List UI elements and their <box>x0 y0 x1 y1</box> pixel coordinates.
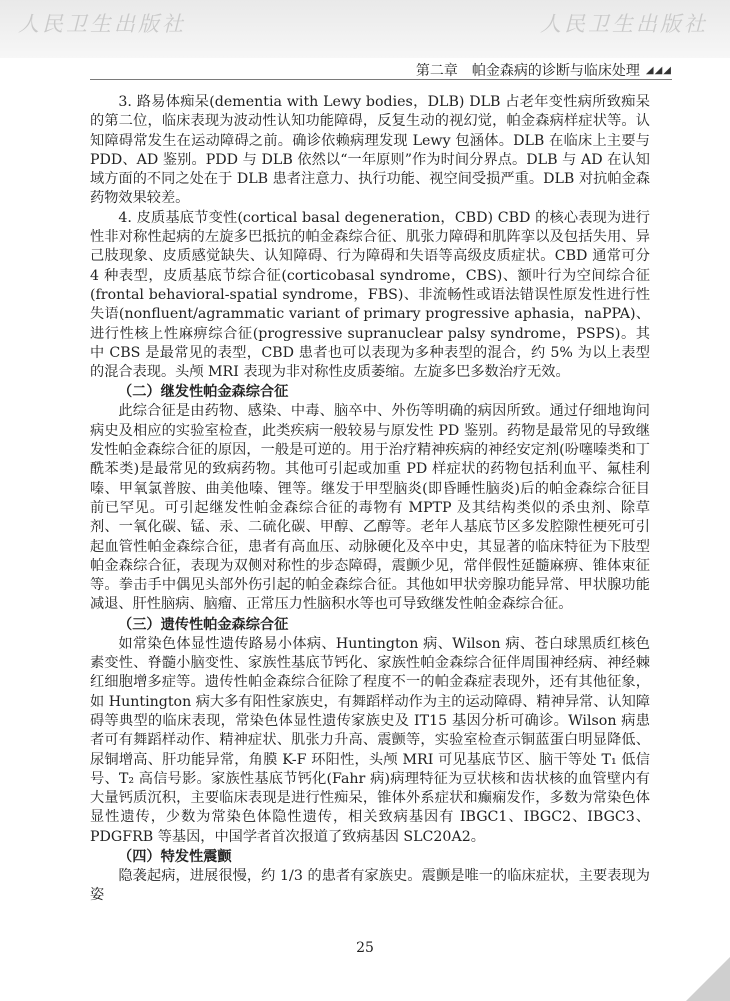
top-band <box>0 0 730 58</box>
paragraph-essential-tremor: 隐袭起病，进展很慢，约 1/3 的患者有家族史。震颤是唯一的临床症状，主要表现为姿 <box>90 867 650 904</box>
page-corner-decoration <box>686 957 730 1001</box>
paragraph-dlb: 3. 路易体痴呆(dementia with Lewy bodies，DLB) DLB 占老年变性病所致痴呆的第二位，临床表现为波动性认知功能障碍，反复生动的视幻觉，帕金森病样症状等。认知障碍常发生在运动障碍之前。确诊依赖病理发现 Lewy 包涵体。DLB 在临床上主要与 PDD、AD 鉴别。PDD 与 DLB 依然以“一年原则”作为时间分界点。DLB 与 AD 在认知域方面的不同之处在于 DLB 患者注意力、执行功能、视空间受损严重。DLB 对抗帕金森药物效果较差。 <box>90 94 650 207</box>
page-body <box>90 93 650 906</box>
paragraph-hereditary-parkinsonism: 如常染色体显性遗传路易小体病、Huntington 病、Wilson 病、苍白球黑质红核色素变性、脊髓小脑变性、家族性基底节钙化、家族性帕金森综合征伴周围神经病、神经棘红细胞增多症等。遗传性帕金森综合征除了程度不一的帕金森症表现外，还有其他征象，如 Huntington 病大多有阳性家族史，有舞蹈样动作为主的运动障碍、精神异常、认知障碍等典型的临床表现，常染色体显性遗传家族史及 IT15 基因分析可确诊。Wilson 病患者可有舞蹈样动作、精神症状、肌张力升高、震颤等，实验室检查示铜蓝蛋白明显降低、尿铜增高、肝功能异常，角膜 K-F 环阳性，头颅 MRI 可见基底节区、脑干等处 T₁ 低信号、T₂ 高信号影。家族性基底节钙化(Fahr 病)病理特征为豆状核和齿状核的血管壁内有大量钙质沉积，主要临床表现是进行性痴呆，锥体外系症状和癫痫发作，多数为常染色体显性遗传，少数为常染色体隐性遗传，相关致病基因有 IBGC1、IBGC2、IBGC3、PDGFRB 等基因，中国学者首次报道了致病基因 SLC20A2。 <box>90 635 650 845</box>
triangle-decoration-icon: ◢◢◢ <box>645 64 672 76</box>
paragraph-secondary-parkinsonism: 此综合征是由药物、感染、中毒、脑卒中、外伤等明确的病因所致。通过仔细地询问病史及相应的实验室检查，此类疾病一般较易与原发性 PD 鉴别。药物是最常见的导致继发性帕金森综合征的原因，一般是可逆的。用于治疗精神疾病的神经安定剂(吩噻嗪类和丁酰苯类)是最常见的致病药物。其他可引起或加重 PD 样症状的药物包括利血平、氟桂利嗪、甲氧氯普胺、曲美他嗪、锂等。继发于甲型脑炎(即昏睡性脑炎)后的帕金森综合征目前已罕见。可引起继发性帕金森综合征的毒物有 MPTP 及其结构类似的杀虫剂、除草剂、一氧化碳、锰、汞、二硫化碳、甲醇、乙醇等。老年人基底节区多发腔隙性梗死可引起血管性帕金森综合征，患者有高血压、动脉硬化及卒中史，其显著的临床特征为下肢型帕金森综合征，表现为双侧对称性的步态障碍，震颤少见，常伴假性延髓麻痹、锥体束征等。拳击手中偶见头部外伤引起的帕金森综合征。其他如甲状旁腺功能异常、甲状腺功能减退、肝性脑病、脑瘤、正常压力性脑积水等也可导致继发性帕金森综合征。 <box>90 403 650 613</box>
heading-essential-tremor: （四）特发性震颤 <box>118 848 232 865</box>
watermark-left: 人民卫生出版社 <box>18 12 186 36</box>
heading-secondary-parkinsonism: （二）继发性帕金森综合征 <box>118 384 289 401</box>
running-header <box>416 60 672 80</box>
chapter-title: 帕金森病的诊断与临床处理 <box>471 63 640 79</box>
chapter-label: 第二章 <box>415 63 458 79</box>
heading-hereditary-parkinsonism: （三）遗传性帕金森综合征 <box>118 616 289 633</box>
paragraph-cbd: 4. 皮质基底节变性(cortical basal degeneration，CBD) CBD 的核心表现为进行性非对称性起病的左旋多巴抵抗的帕金森综合征、肌张力障碍和肌阵挛以及包括失用、异己肢现象、皮质感觉缺失、认知障碍、行为障碍和失语等高级皮质症状。CBD 通常可分 4 种表型，皮质基底节综合征(corticobasal syndrome，CBS)、额叶行为空间综合征(frontal behavioral-spatial syndrome，FBS)、非流畅性或语法错误性原发性进行性失语(nonfluent/agrammatic variant of primary progressive aphasia，naPPA)、进行性核上性麻痹综合征(progressive supranuclear palsy syndrome，PSPS)。其中 CBS 是最常见的表型，CBD 患者也可以表现为多种表型的混合，约 5% 为以上表型的混合表现。头颅 MRI 表现为非对称性皮质萎缩。左旋多巴多数治疗无效。 <box>90 209 650 381</box>
page-number: 25 <box>356 940 374 956</box>
watermark-right: 人民卫生出版社 <box>540 12 708 36</box>
header-rule <box>90 79 672 80</box>
